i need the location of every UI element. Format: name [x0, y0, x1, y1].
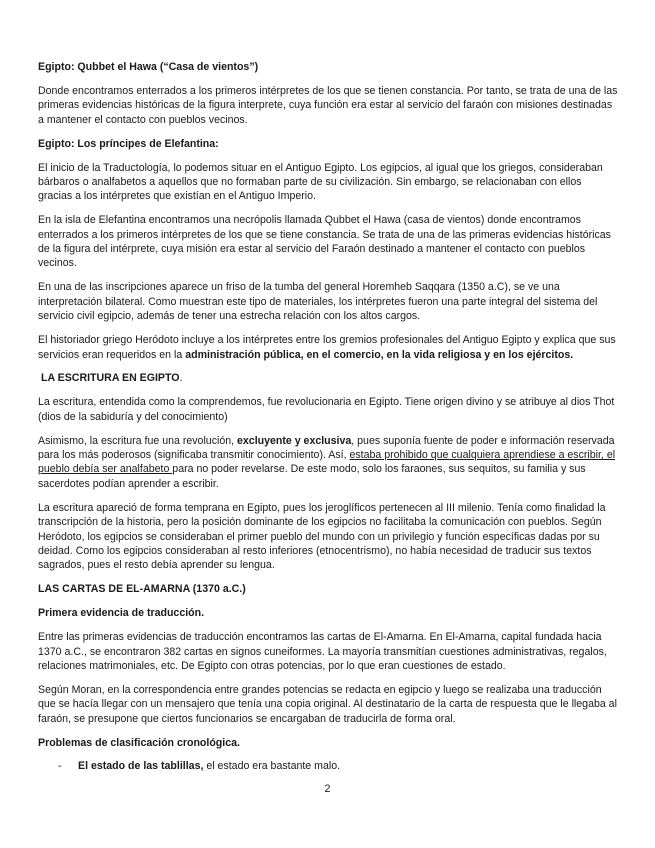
asimismo-text-e: para no poder revelarse. De este modo, solo los faraones, sus sequitos, su familia y sus sacerdotes podían aprender a escribir. [38, 463, 586, 490]
paragraph-aparecio: La escritura apareció de forma temprana en Egipto, pues los jeroglíficos pertenecen al III milenio. Tenía como finalidad la transcripción de la historia, pero la posición dominante de los egipcios no facilitaba la comunicación con pueblos. Según Heródoto, los egipcios se consideraban el primer pueblo del mundo con un privilegio y función específicas dadas por su deidad. Como los egipcios consideraban al resto inferiores (etnocentrismo), no había necesidad de traducir sus textos sagrados, pues el resto debía aprender su lengua. [38, 501, 606, 572]
paragraph-escritura: La escritura, entendida como la comprendemos, fue revolucionaria en Egipto. Tiene origen divino y se atribuye al dios Thot (dios de la sabiduría y del conocimiento) [38, 396, 615, 423]
paragraph-asimismo [38, 434, 618, 492]
paragraph-inscripciones: En una de las inscripciones aparece un friso de la tumba del general Horemheb Saqqara (1350 a.C), se ve una interpretación bilateral. Como muestran este tipo de materiales, los intérpretes fueron una parte integral del sistema del servicio civil egipcio, además de tener una estrecha relación con los altos cargos. [38, 281, 598, 323]
asimismo-text-a: Asimismo, la escritura fue una revolución, [38, 434, 238, 447]
problems-list [38, 759, 618, 773]
subheading-problemas: Problemas de clasificación cronológica. [38, 736, 240, 749]
asimismo-text-c: , pues suponía fuente de poder e información reservada para los más poderosos (significaba transmitir conocimiento). Así, [38, 434, 615, 462]
list-dash: - [58, 760, 62, 773]
list-item-text: el estado era bastante malo. [203, 760, 341, 773]
page-number: 2 [324, 783, 331, 795]
document-page [38, 60, 618, 774]
list-item-bold: El estado de las tablillas, [78, 760, 204, 773]
section-heading-qubbet: Egipto: Qubbet el Hawa (“Casa de vientos”) [38, 61, 259, 73]
asimismo-underlined: estaba prohibido que cualquiera aprendiese a escribir, el pueblo debía ser analfabeto [38, 449, 616, 476]
asimismo-bold: excluyente y exclusiva [237, 434, 352, 447]
paragraph-moran: Según Moran, en la correspondencia entre grandes potencias se redacta en egipcio y luego se realizaba una traducción que se hacía llegar con un mensajero que tenía una copia original. Al destinatario de la carta de respuesta que le llegaba al faraón, se presupone que ciertos funcionarios se encargaban de traducirla de forma oral. [38, 683, 617, 725]
section-heading-amarna: LAS CARTAS DE EL-AMARNA (1370 a.C.) [38, 583, 246, 596]
paragraph-herodoto [38, 333, 618, 362]
subheading-primera: Primera evidencia de traducción. [38, 607, 205, 620]
paragraph-inicio: El inicio de la Traductología, lo podemos situar en el Antiguo Egipto. Los egipcios, al igual que los griegos, consideraban bárbaros o analfabetos a aquellos que no formaban parte de su civilización. Sin embargo, se relacionaban con ellos gracias a los intérpretes que existían en el Antiguo Imperio. [38, 161, 603, 203]
herodoto-text: El historiador griego Heródoto incluye a los intérpretes entre los gremios profesionales del Antiguo Egipto y explica que sus servicios eran requeridos en la [38, 334, 616, 361]
escritura-title-period: . [179, 372, 183, 385]
list-item [38, 759, 618, 773]
section-heading-escritura [38, 371, 618, 385]
escritura-title: LA ESCRITURA EN EGIPTO [41, 372, 180, 385]
paragraph-qubbet: Donde encontramos enterrados a los primeros intérpretes de los que se tienen constancia. Por tanto, se trata de una de las primeras evidencias históricas de la figura interprete, cuya función era estar al servicio del faraón con misiones destinadas a mantener el contacto con pueblos vecinos. [38, 84, 618, 126]
paragraph-entre: Entre las primeras evidencias de traducción encontramos las cartas de El-Amarna. En El-Amarna, capital fundada hacia 1370 a.C., se encontraron 382 cartas en signos cuneiformes. La mayoría transmitían cuestiones administrativas, regalos, relaciones matrimoniales, etc. De Egipto con otras potencias, por lo que eran cuestiones de estado. [38, 631, 607, 672]
herodoto-bold: administración pública, en el comercio, en la vida religiosa y en los ejércitos. [185, 348, 574, 361]
paragraph-isla: En la isla de Elefantina encontramos una necrópolis llamada Qubbet el Hawa (casa de vientos) donde encontramos enterrados a los primeros intérpretes de los que se tiene constancia. Se trata de una de las primeras evidencias históricas de la figura del intérprete, cuya misión era estar al servicio del Faraón destinado a mantener el contacto con pueblos vecinos. [38, 214, 611, 270]
section-heading-principes: Egipto: Los príncipes de Elefantina: [38, 137, 219, 150]
